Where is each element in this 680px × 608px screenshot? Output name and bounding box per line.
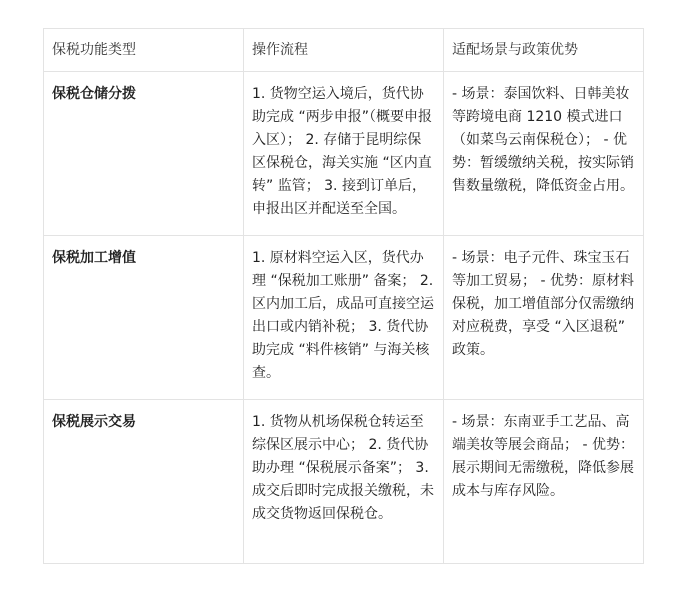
header-process: 操作流程 — [244, 29, 444, 72]
table-header-row — [44, 29, 644, 72]
row-type-cell: 保税展示交易 — [44, 400, 244, 564]
table-row — [44, 72, 644, 236]
policy-table-container — [43, 28, 643, 564]
bonded-functions-table — [43, 28, 644, 564]
header-scenario: 适配场景与政策优势 — [444, 29, 644, 72]
header-function-type: 保税功能类型 — [44, 29, 244, 72]
row-process-cell: 1. 货物从机场保税仓转运至综保区展示中心； 2. 货代协助办理 “保税展示备案”； 3. 成交后即时完成报关缴税，未成交货物返回保税仓。 — [244, 400, 444, 564]
row-type-cell: 保税仓储分拨 — [44, 72, 244, 236]
row-type-cell: 保税加工增值 — [44, 236, 244, 400]
table-row — [44, 236, 644, 400]
row-scenario-cell: - 场景：泰国饮料、日韩美妆等跨境电商 1210 模式进口（如菜鸟云南保税仓）； - 优势：暂缓缴纳关税，按实际销售数量缴税，降低资金占用。 — [444, 72, 644, 236]
table-row — [44, 400, 644, 564]
row-scenario-cell: - 场景：东南亚手工艺品、高端美妆等展会商品； - 优势：展示期间无需缴税，降低参展成本与库存风险。 — [444, 400, 644, 564]
row-process-cell: 1. 货物空运入境后，货代协助完成 “两步申报”（概要申报入区）； 2. 存储于昆明综保区保税仓，海关实施 “区内直转” 监管； 3. 接到订单后，申报出区并配送至全国。 — [244, 72, 444, 236]
row-scenario-cell: - 场景：电子元件、珠宝玉石等加工贸易； - 优势：原材料保税，加工增值部分仅需缴纳对应税费，享受 “入区退税” 政策。 — [444, 236, 644, 400]
row-process-cell: 1. 原材料空运入区，货代办理 “保税加工账册” 备案； 2. 区内加工后，成品可直接空运出口或内销补税； 3. 货代协助完成 “料件核销” 与海关核查。 — [244, 236, 444, 400]
